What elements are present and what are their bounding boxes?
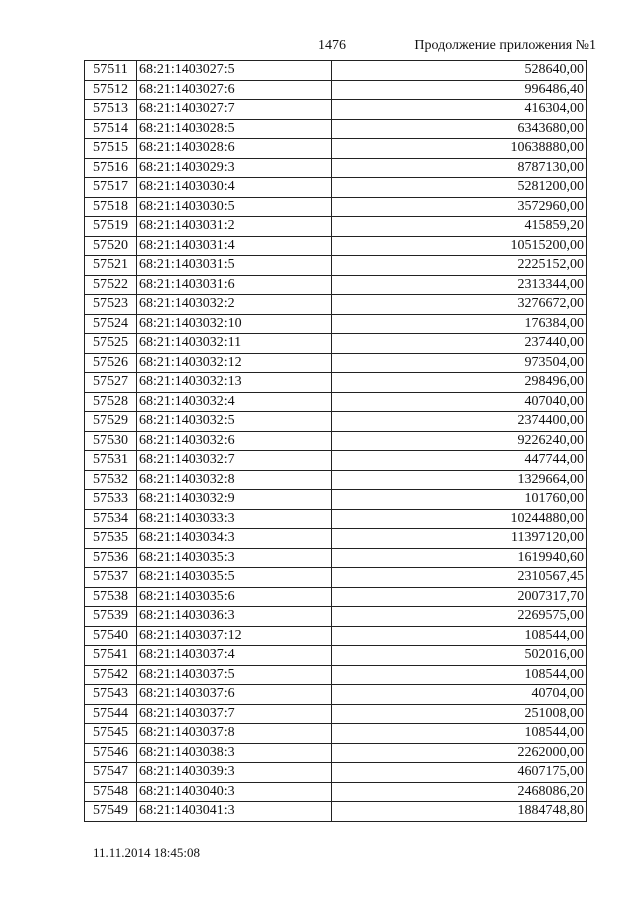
table-row <box>85 61 587 81</box>
row-number-cell: 57522 <box>85 275 137 295</box>
row-number-cell: 57542 <box>85 665 137 685</box>
row-number-cell: 57530 <box>85 431 137 451</box>
cadastral-value-cell: 502016,00 <box>332 646 587 666</box>
table-row <box>85 704 587 724</box>
cadastral-value-cell: 5281200,00 <box>332 178 587 198</box>
table-row <box>85 548 587 568</box>
footer-timestamp: 11.11.2014 18:45:08 <box>93 845 201 860</box>
cadastral-number-cell: 68:21:1403032:13 <box>137 373 332 393</box>
cadastral-number-cell: 68:21:1403031:4 <box>137 236 332 256</box>
cadastral-value-cell: 108544,00 <box>332 665 587 685</box>
row-number-cell: 57511 <box>85 61 137 81</box>
table-row <box>85 158 587 178</box>
row-number-cell: 57513 <box>85 100 137 120</box>
cadastral-value-cell: 973504,00 <box>332 353 587 373</box>
row-number-cell: 57549 <box>85 802 137 822</box>
row-number-cell: 57520 <box>85 236 137 256</box>
cadastral-value-cell: 176384,00 <box>332 314 587 334</box>
cadastral-number-cell: 68:21:1403029:3 <box>137 158 332 178</box>
table-row <box>85 80 587 100</box>
table-row <box>85 782 587 802</box>
cadastral-value-cell: 6343680,00 <box>332 119 587 139</box>
row-number-cell: 57540 <box>85 626 137 646</box>
row-number-cell: 57547 <box>85 763 137 783</box>
cadastral-value-cell: 1619940,60 <box>332 548 587 568</box>
cadastral-number-cell: 68:21:1403032:7 <box>137 451 332 471</box>
cadastral-value-cell: 407040,00 <box>332 392 587 412</box>
cadastral-value-cell: 101760,00 <box>332 490 587 510</box>
row-number-cell: 57531 <box>85 451 137 471</box>
cadastral-number-cell: 68:21:1403037:4 <box>137 646 332 666</box>
row-number-cell: 57529 <box>85 412 137 432</box>
cadastral-value-cell: 108544,00 <box>332 724 587 744</box>
cadastral-value-cell: 251008,00 <box>332 704 587 724</box>
row-number-cell: 57533 <box>85 490 137 510</box>
cadastral-number-cell: 68:21:1403030:4 <box>137 178 332 198</box>
cadastral-number-cell: 68:21:1403038:3 <box>137 743 332 763</box>
table-row <box>85 119 587 139</box>
row-number-cell: 57523 <box>85 295 137 315</box>
cadastral-value-cell: 10244880,00 <box>332 509 587 529</box>
cadastral-value-cell: 1884748,80 <box>332 802 587 822</box>
cadastral-number-cell: 68:21:1403028:6 <box>137 139 332 159</box>
table-body <box>85 61 587 822</box>
cadastral-value-cell: 237440,00 <box>332 334 587 354</box>
cadastral-number-cell: 68:21:1403035:6 <box>137 587 332 607</box>
cadastral-number-cell: 68:21:1403037:7 <box>137 704 332 724</box>
cadastral-number-cell: 68:21:1403033:3 <box>137 509 332 529</box>
table-row <box>85 509 587 529</box>
cadastral-value-cell: 996486,40 <box>332 80 587 100</box>
row-number-cell: 57527 <box>85 373 137 393</box>
cadastral-value-cell: 40704,00 <box>332 685 587 705</box>
page-header-title: Продолжение приложения №1 <box>414 38 596 53</box>
table-row <box>85 197 587 217</box>
row-number-cell: 57532 <box>85 470 137 490</box>
cadastral-value-cell: 10638880,00 <box>332 139 587 159</box>
cadastral-number-cell: 68:21:1403032:11 <box>137 334 332 354</box>
table-row <box>85 431 587 451</box>
cadastral-number-cell: 68:21:1403036:3 <box>137 607 332 627</box>
cadastral-value-cell: 2262000,00 <box>332 743 587 763</box>
page-number: 1476 <box>318 38 346 53</box>
table-row <box>85 314 587 334</box>
table-row <box>85 743 587 763</box>
cadastral-value-cell: 108544,00 <box>332 626 587 646</box>
cadastral-value-cell: 3572960,00 <box>332 197 587 217</box>
cadastral-number-cell: 68:21:1403035:3 <box>137 548 332 568</box>
row-number-cell: 57525 <box>85 334 137 354</box>
cadastral-number-cell: 68:21:1403031:6 <box>137 275 332 295</box>
cadastral-number-cell: 68:21:1403040:3 <box>137 782 332 802</box>
row-number-cell: 57526 <box>85 353 137 373</box>
table-row <box>85 626 587 646</box>
cadastral-number-cell: 68:21:1403030:5 <box>137 197 332 217</box>
cadastral-value-cell: 3276672,00 <box>332 295 587 315</box>
table-row <box>85 451 587 471</box>
cadastral-value-cell: 2269575,00 <box>332 607 587 627</box>
table-row <box>85 217 587 237</box>
table-row <box>85 100 587 120</box>
table-row <box>85 568 587 588</box>
cadastral-value-cell: 416304,00 <box>332 100 587 120</box>
row-number-cell: 57535 <box>85 529 137 549</box>
table-row <box>85 802 587 822</box>
row-number-cell: 57519 <box>85 217 137 237</box>
cadastral-number-cell: 68:21:1403032:6 <box>137 431 332 451</box>
cadastral-number-cell: 68:21:1403032:4 <box>137 392 332 412</box>
cadastral-number-cell: 68:21:1403032:2 <box>137 295 332 315</box>
table-row <box>85 470 587 490</box>
table-row <box>85 724 587 744</box>
row-number-cell: 57546 <box>85 743 137 763</box>
cadastral-value-cell: 2313344,00 <box>332 275 587 295</box>
cadastral-value-cell: 528640,00 <box>332 61 587 81</box>
table-row <box>85 490 587 510</box>
table-row <box>85 373 587 393</box>
row-number-cell: 57515 <box>85 139 137 159</box>
table-row <box>85 685 587 705</box>
cadastral-number-cell: 68:21:1403027:6 <box>137 80 332 100</box>
row-number-cell: 57548 <box>85 782 137 802</box>
cadastral-number-cell: 68:21:1403032:9 <box>137 490 332 510</box>
cadastral-value-cell: 2468086,20 <box>332 782 587 802</box>
cadastral-number-cell: 68:21:1403032:10 <box>137 314 332 334</box>
cadastral-value-cell: 11397120,00 <box>332 529 587 549</box>
cadastral-value-cell: 2374400,00 <box>332 412 587 432</box>
table-row <box>85 275 587 295</box>
row-number-cell: 57539 <box>85 607 137 627</box>
table-row <box>85 256 587 276</box>
cadastral-number-cell: 68:21:1403039:3 <box>137 763 332 783</box>
cadastral-number-cell: 68:21:1403032:12 <box>137 353 332 373</box>
cadastral-value-cell: 2310567,45 <box>332 568 587 588</box>
table-row <box>85 139 587 159</box>
table-row <box>85 763 587 783</box>
row-number-cell: 57543 <box>85 685 137 705</box>
row-number-cell: 57536 <box>85 548 137 568</box>
cadastral-number-cell: 68:21:1403028:5 <box>137 119 332 139</box>
cadastral-value-cell: 8787130,00 <box>332 158 587 178</box>
cadastral-value-cell: 9226240,00 <box>332 431 587 451</box>
cadastral-number-cell: 68:21:1403032:8 <box>137 470 332 490</box>
table-row <box>85 607 587 627</box>
table-row <box>85 529 587 549</box>
cadastral-value-cell: 1329664,00 <box>332 470 587 490</box>
table-row <box>85 295 587 315</box>
cadastral-number-cell: 68:21:1403041:3 <box>137 802 332 822</box>
table-row <box>85 412 587 432</box>
cadastral-value-cell: 4607175,00 <box>332 763 587 783</box>
table-row <box>85 587 587 607</box>
cadastral-number-cell: 68:21:1403037:8 <box>137 724 332 744</box>
row-number-cell: 57524 <box>85 314 137 334</box>
cadastral-value-cell: 298496,00 <box>332 373 587 393</box>
cadastral-number-cell: 68:21:1403032:5 <box>137 412 332 432</box>
cadastral-value-cell: 2225152,00 <box>332 256 587 276</box>
cadastral-number-cell: 68:21:1403037:6 <box>137 685 332 705</box>
row-number-cell: 57516 <box>85 158 137 178</box>
table-row <box>85 353 587 373</box>
row-number-cell: 57544 <box>85 704 137 724</box>
cadastral-number-cell: 68:21:1403027:7 <box>137 100 332 120</box>
table-row <box>85 236 587 256</box>
row-number-cell: 57545 <box>85 724 137 744</box>
row-number-cell: 57514 <box>85 119 137 139</box>
cadastral-value-cell: 2007317,70 <box>332 587 587 607</box>
cadastral-value-cell: 10515200,00 <box>332 236 587 256</box>
row-number-cell: 57518 <box>85 197 137 217</box>
row-number-cell: 57541 <box>85 646 137 666</box>
cadastral-value-table <box>84 60 587 822</box>
table-row <box>85 646 587 666</box>
cadastral-number-cell: 68:21:1403037:12 <box>137 626 332 646</box>
row-number-cell: 57538 <box>85 587 137 607</box>
table-row <box>85 392 587 412</box>
cadastral-number-cell: 68:21:1403031:2 <box>137 217 332 237</box>
cadastral-number-cell: 68:21:1403037:5 <box>137 665 332 685</box>
row-number-cell: 57537 <box>85 568 137 588</box>
table-row <box>85 665 587 685</box>
row-number-cell: 57534 <box>85 509 137 529</box>
cadastral-number-cell: 68:21:1403034:3 <box>137 529 332 549</box>
cadastral-number-cell: 68:21:1403031:5 <box>137 256 332 276</box>
row-number-cell: 57512 <box>85 80 137 100</box>
cadastral-number-cell: 68:21:1403027:5 <box>137 61 332 81</box>
cadastral-number-cell: 68:21:1403035:5 <box>137 568 332 588</box>
row-number-cell: 57528 <box>85 392 137 412</box>
row-number-cell: 57521 <box>85 256 137 276</box>
table-row <box>85 178 587 198</box>
cadastral-value-cell: 415859,20 <box>332 217 587 237</box>
cadastral-value-cell: 447744,00 <box>332 451 587 471</box>
table-row <box>85 334 587 354</box>
row-number-cell: 57517 <box>85 178 137 198</box>
